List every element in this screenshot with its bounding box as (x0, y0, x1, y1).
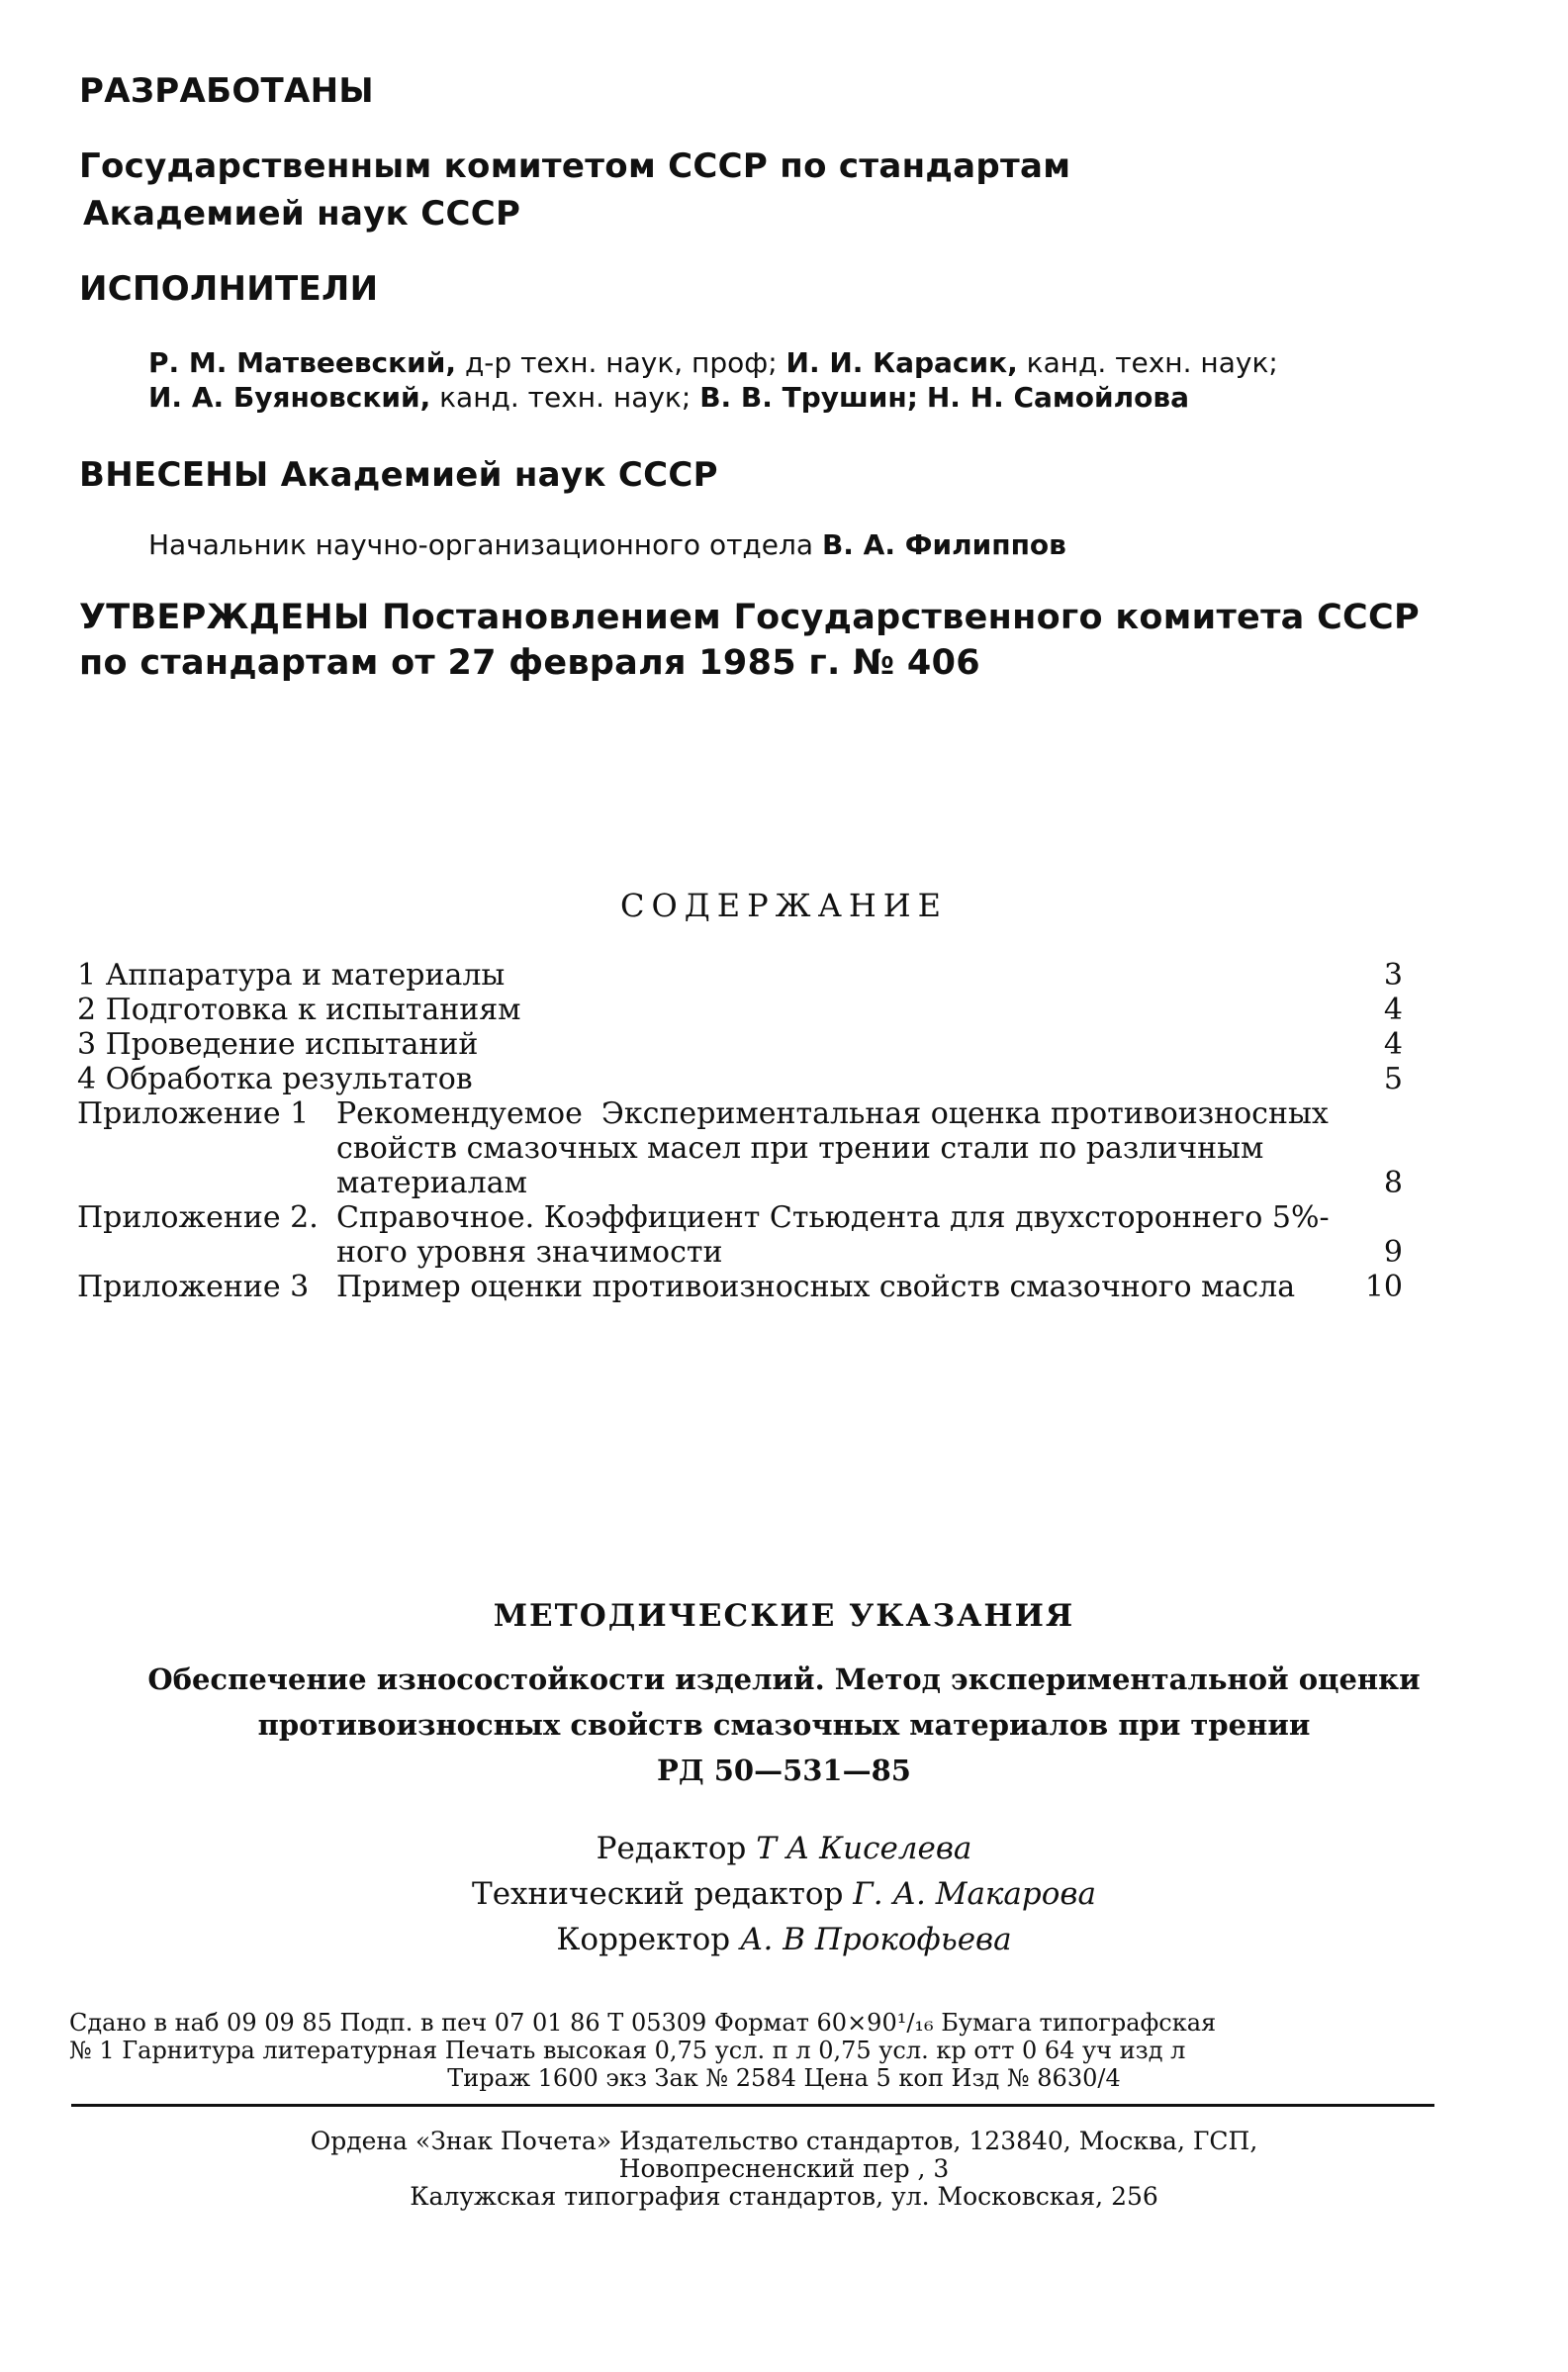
credit-role: Корректор (556, 1922, 731, 1957)
contents-item-page: 10 (1364, 1270, 1403, 1304)
contents-item-page: 5 (1383, 1062, 1403, 1096)
method-line-2: противоизносных свойств смазочных материалов при трении (257, 1708, 1311, 1742)
contents-item (77, 1062, 1403, 1096)
executor-name: В. В. Трушин; (699, 381, 918, 414)
contents-item-page: 9 (1383, 1235, 1403, 1270)
contents-item (77, 993, 1403, 1027)
approved-line-1: УТВЕРЖДЕНЫ Постановлением Государственного комитета СССР (79, 598, 1420, 637)
contents-item-label: Приложение 1 (77, 1096, 310, 1131)
contents-item-appendix (77, 1096, 1403, 1200)
credit-corrector (0, 1922, 1568, 1957)
imprint-line-2: № 1 Гарнитура литературная Печать высокая 0,75 усл. п л 0,75 усл. кр отт 0 64 уч изд л (69, 2037, 1186, 2064)
credit-name: Т А Киселева (756, 1831, 972, 1866)
executors-heading: ИСПОЛНИТЕЛИ (79, 269, 379, 309)
executor-title: д-р техн. наук, проф; (456, 346, 778, 379)
executor-name: И. И. Карасик, (785, 346, 1018, 379)
executor-name: Р. М. Матвеевский, (148, 346, 457, 379)
credit-role: Технический редактор (472, 1876, 844, 1912)
contents-item (77, 1027, 1403, 1062)
publisher-line-1: Ордена «Знак Почета» Издательство стандартов, 123840, Москва, ГСП, (310, 2127, 1258, 2155)
imprint-divider (71, 2104, 1434, 2107)
contents-item-appendix (77, 1270, 1403, 1304)
chief-name: В. А. Филиппов (821, 528, 1066, 561)
chief-label: Начальник научно-организационного отдела (148, 528, 814, 561)
executor-title: канд. техн. наук; (1017, 346, 1278, 379)
developed-heading: РАЗРАБОТАНЫ (79, 71, 374, 111)
submitted-heading: ВНЕСЕНЫ Академией наук СССР (79, 455, 718, 495)
contents-item-page: 3 (1383, 958, 1403, 993)
credit-tech-editor (0, 1876, 1568, 1912)
method-line-1: Обеспечение износостойкости изделий. Метод экспериментальной оценки (147, 1662, 1421, 1696)
contents-item-label: 3 Проведение испытаний (77, 1027, 479, 1062)
method-title: МЕТОДИЧЕСКИЕ УКАЗАНИЯ (493, 1598, 1075, 1634)
contents-item-text: Рекомендуемое Экспериментальная оценка противоизносных свойств смазочных масел при трении стали по различным материалам (336, 1096, 1338, 1200)
method-code: РД 50—531—85 (657, 1754, 911, 1787)
contents-item-page: 8 (1383, 1166, 1403, 1200)
contents-item-label: Приложение 3 (77, 1270, 310, 1304)
executors-line-1 (148, 346, 1278, 379)
imprint-line-1: Сдано в наб 09 09 85 Подп. в печ 07 01 86 Т 05309 Формат 60×90¹/₁₆ Бумага типографская (69, 2009, 1217, 2037)
contents-item-text: Пример оценки противоизносных свойств смазочного масла (336, 1270, 1296, 1304)
credit-name: Г. А. Макарова (853, 1876, 1096, 1912)
contents-item-label: 4 Обработка результатов (77, 1062, 473, 1096)
approved-line-2: по стандартам от 27 февраля 1985 г. № 406 (79, 643, 980, 683)
contents-item-page: 4 (1383, 1027, 1403, 1062)
executor-title: канд. техн. наук; (430, 381, 692, 414)
contents-list (77, 958, 1403, 1304)
publisher-line-2: Новопресненский пер , 3 (618, 2154, 950, 2183)
credit-editor (0, 1831, 1568, 1866)
credit-name: А. В Прокофьева (740, 1922, 1012, 1957)
developed-line-2: Академией наук СССР (83, 194, 521, 234)
submitted-chief (148, 528, 1066, 561)
credit-role: Редактор (596, 1831, 747, 1866)
contents-title: СОДЕРЖАНИЕ (620, 887, 948, 924)
contents-item-text: Справочное. Коэффициент Стьюдента для двухстороннего 5%-ного уровня значимости (336, 1200, 1330, 1270)
contents-item-label: 2 Подготовка к испытаниям (77, 993, 521, 1027)
contents-item (77, 958, 1403, 993)
contents-item-appendix (77, 1200, 1403, 1270)
developed-line-1: Государственным комитетом СССР по стандартам (79, 146, 1071, 186)
contents-item-label: 1 Аппаратура и материалы (77, 958, 506, 993)
imprint-line-3: Тираж 1600 экз Зак № 2584 Цена 5 коп Изд № 8630/4 (447, 2064, 1121, 2092)
contents-item-page: 4 (1383, 993, 1403, 1027)
executor-name: И. А. Буяновский, (148, 381, 431, 414)
executor-name: Н. Н. Самойлова (926, 381, 1190, 414)
executors-line-2 (148, 381, 1189, 414)
contents-item-label: Приложение 2. (77, 1200, 319, 1235)
publisher-line-3: Калужская типография стандартов, ул. Московская, 256 (410, 2182, 1158, 2211)
